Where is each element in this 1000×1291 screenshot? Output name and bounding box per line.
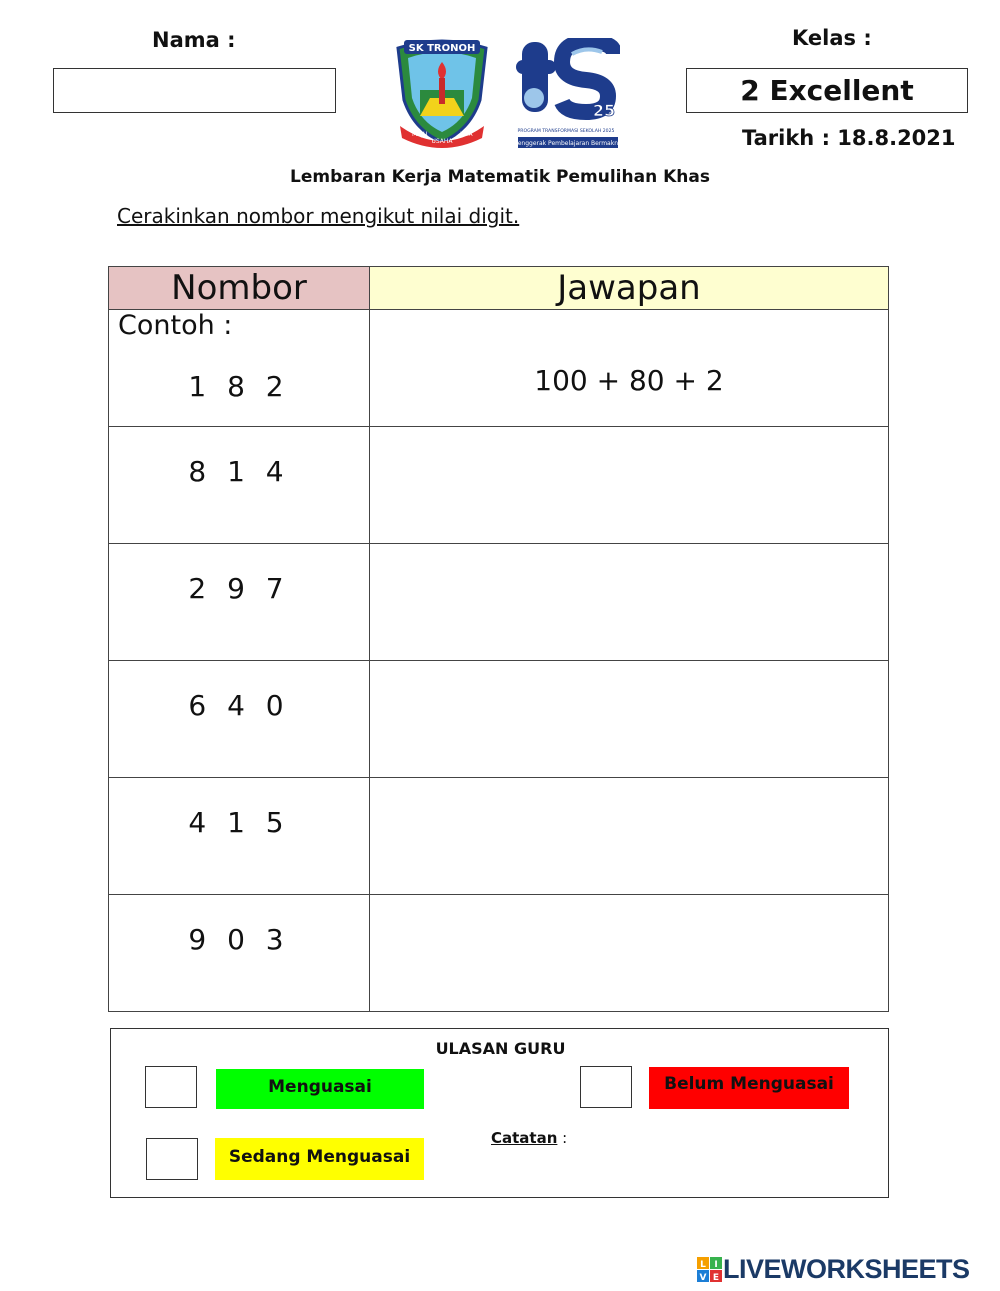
table-row <box>109 778 889 895</box>
number-value: 8 1 4 <box>188 455 290 488</box>
school-logo-text: SK TRONOH <box>408 43 476 54</box>
icon-letter-e: E <box>712 1272 720 1283</box>
liveworksheets-icon <box>697 1257 723 1283</box>
answer-cell[interactable] <box>370 778 889 895</box>
sheet-title: Lembaran Kerja Matematik Pemulihan Khas <box>290 167 710 187</box>
icon-letter-i: I <box>714 1259 718 1270</box>
ulasan-guru-box <box>110 1028 889 1198</box>
table-row <box>109 661 889 778</box>
belum-menguasai-checkbox[interactable] <box>580 1066 632 1108</box>
menguasai-checkbox[interactable] <box>145 1066 197 1108</box>
number-value: 9 0 3 <box>188 923 290 956</box>
number-value: 2 9 7 <box>188 572 290 605</box>
number-cell <box>109 661 370 778</box>
table-row <box>109 544 889 661</box>
school-logo-ribbon-3: JAYA <box>460 131 473 138</box>
number-cell <box>109 895 370 1012</box>
catatan <box>491 1129 567 1147</box>
belum-menguasai-label: Belum Menguasai <box>649 1067 849 1109</box>
icon-letter-l: L <box>700 1259 706 1270</box>
liveworksheets-brand: LIVEWORKSHEETS <box>723 1254 970 1284</box>
nama-input[interactable] <box>53 68 336 113</box>
kelas-value: 2 Excellent <box>686 68 968 113</box>
jawapan-header: Jawapan <box>370 267 889 310</box>
ts25-number: 25 <box>592 101 616 120</box>
answer-cell[interactable] <box>370 544 889 661</box>
contoh-label: Contoh : <box>118 310 233 341</box>
example-number: 1 8 2 <box>188 370 290 403</box>
number-cell <box>109 427 370 544</box>
catatan-colon: : <box>557 1129 568 1147</box>
menguasai-label: Menguasai <box>216 1069 424 1109</box>
school-logo <box>390 38 494 148</box>
school-logo-ribbon-1: MAJU <box>412 131 428 138</box>
number-value: 6 4 0 <box>188 689 290 722</box>
tarikh: Tarikh : 18.8.2021 <box>742 126 956 150</box>
number-value: 4 1 5 <box>188 806 290 839</box>
nama-label: Nama : <box>152 28 236 52</box>
answer-cell[interactable] <box>370 895 889 1012</box>
table-row <box>109 427 889 544</box>
example-number-cell <box>109 310 370 427</box>
catatan-label: Catatan <box>491 1129 558 1147</box>
ts25-caption: PROGRAM TRANSFORMASI SEKOLAH 2025 <box>517 129 615 134</box>
number-cell <box>109 778 370 895</box>
ts25-logo <box>516 38 620 150</box>
example-answer: 100 + 80 + 2 <box>370 310 889 427</box>
ts25-tagline: Penggerak Pembelajaran Bermakna <box>516 140 620 147</box>
ulasan-title: ULASAN GURU <box>435 1039 566 1058</box>
school-logo-ribbon-2: USAHA <box>431 138 453 145</box>
table-header-row <box>109 267 889 310</box>
icon-letter-v: V <box>699 1272 707 1283</box>
sedang-menguasai-checkbox[interactable] <box>146 1138 198 1180</box>
instruction: Cerakinkan nombor mengikut nilai digit. <box>117 204 520 228</box>
nombor-header: Nombor <box>109 267 370 310</box>
answer-cell[interactable] <box>370 427 889 544</box>
example-row <box>109 310 889 427</box>
answer-cell[interactable] <box>370 661 889 778</box>
table-row <box>109 895 889 1012</box>
liveworksheets-logo <box>697 1254 970 1285</box>
kelas-label: Kelas : <box>792 26 872 50</box>
sedang-menguasai-label: Sedang Menguasai <box>215 1138 424 1180</box>
number-cell <box>109 544 370 661</box>
worksheet-table <box>108 266 889 1012</box>
